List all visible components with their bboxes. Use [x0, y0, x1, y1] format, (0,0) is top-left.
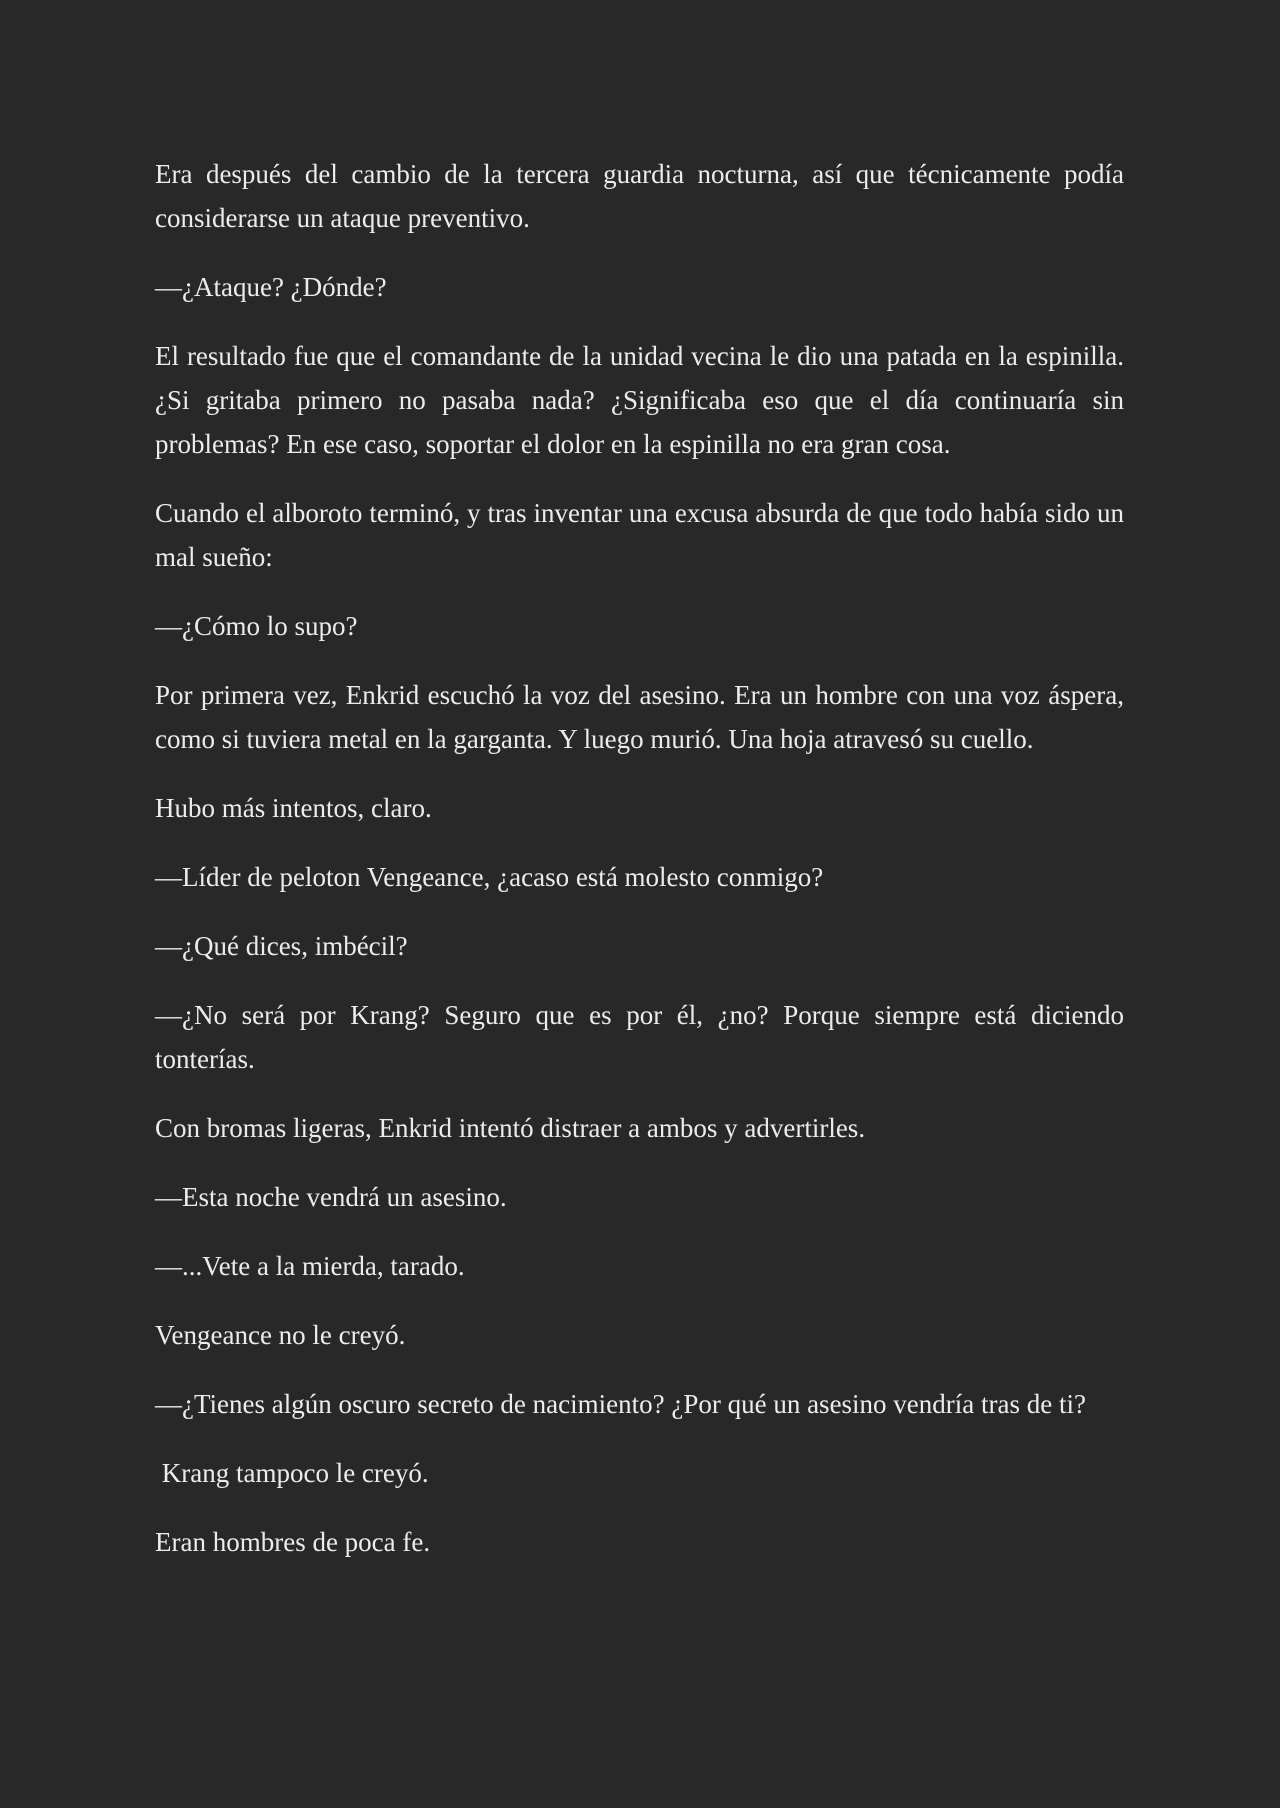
paragraph: Krang tampoco le creyó. [155, 1458, 429, 1488]
paragraph: Vengeance no le creyó. [155, 1320, 406, 1350]
paragraph: —¿Qué dices, imbécil? [155, 931, 408, 961]
paragraph: —Líder de peloton Vengeance, ¿acaso está molesto conmigo? [155, 862, 824, 892]
paragraph: Eran hombres de poca fe. [155, 1527, 431, 1557]
paragraph: Con bromas ligeras, Enkrid intentó distraer a ambos y advertirles. [155, 1113, 866, 1143]
paragraph: Era después del cambio de la tercera guardia nocturna, así que técnicamente podía considerarse un ataque preventivo. [155, 159, 1124, 233]
paragraph: —Esta noche vendrá un asesino. [155, 1182, 507, 1212]
paragraph: Por primera vez, Enkrid escuchó la voz del asesino. Era un hombre con una voz áspera, como si tuviera metal en la garganta. Y luego murió. Una hoja atravesó su cuello. [155, 680, 1124, 754]
paragraph: —¿Cómo lo supo? [155, 611, 358, 641]
paragraph: El resultado fue que el comandante de la unidad vecina le dio una patada en la espinilla. ¿Si gritaba primero no pasaba nada? ¿Significaba eso que el día continuaría sin problemas? En ese caso, soportar el dolor en la espinilla no era gran cosa. [155, 341, 1124, 459]
paragraph: Cuando el alboroto terminó, y tras inventar una excusa absurda de que todo había sido un mal sueño: [155, 498, 1124, 572]
paragraph: —¿Ataque? ¿Dónde? [155, 272, 387, 302]
paragraph: —...Vete a la mierda, tarado. [155, 1251, 465, 1281]
chapter-text [155, 152, 1124, 1564]
paragraph: —¿No será por Krang? Seguro que es por él, ¿no? Porque siempre está diciendo tonterías. [155, 1000, 1124, 1074]
paragraph: Hubo más intentos, claro. [155, 793, 432, 823]
paragraph: —¿Tienes algún oscuro secreto de nacimiento? ¿Por qué un asesino vendría tras de ti? [155, 1389, 1086, 1419]
